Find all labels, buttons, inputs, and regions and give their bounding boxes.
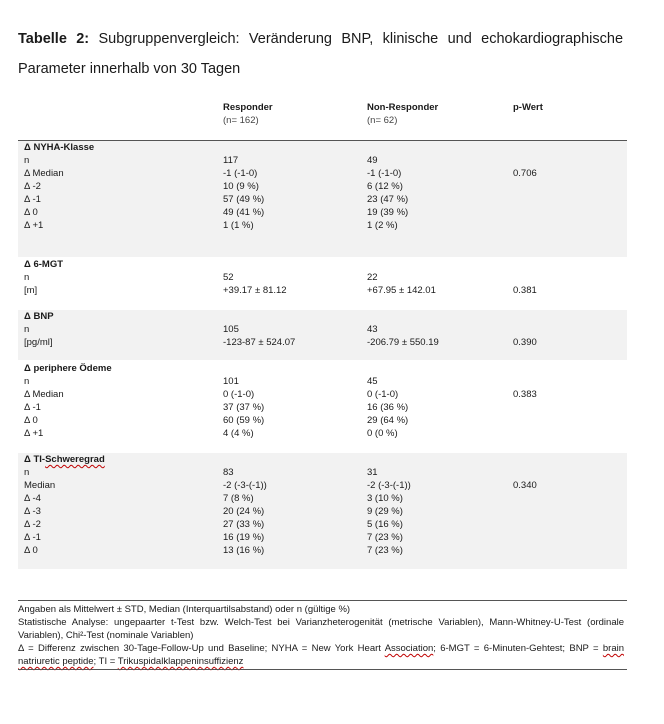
row-label: Δ -2 (24, 181, 41, 192)
row-responder: 0 (-1-0) (223, 389, 255, 400)
row-pvalue: 0.390 (513, 337, 537, 348)
row-responder: 57 (49 %) (223, 194, 265, 205)
footnote-abbrev-part: ; TI = (93, 656, 118, 667)
row-label: n (24, 272, 30, 283)
row-nonresponder: 1 (2 %) (367, 220, 398, 231)
row-label: Δ 0 (24, 207, 38, 218)
row-pvalue: 0.383 (513, 389, 537, 400)
footnote-abbrev-part: Δ = Differenz zwischen 30-Tage-Follow-Up und Baseline; NYHA = New York Heart (18, 643, 385, 654)
footnote-statistics: Statistische Analyse: ungepaarter t-Test bzw. Welch-Test bei Varianzheterogenität (metrische Variablen), Mann-Whitney-U-Test (ordinale Variablen), Chi²-Test (nominale Variablen) (18, 617, 624, 641)
row-nonresponder: +67.95 ± 142.01 (367, 285, 436, 296)
row-nonresponder: 23 (47 %) (367, 194, 409, 205)
footnotes (18, 603, 624, 668)
row-nonresponder: 7 (23 %) (367, 532, 403, 543)
header-pvalue-label: p-Wert (513, 102, 543, 113)
row-label: Δ -1 (24, 402, 41, 413)
row-label: [pg/ml] (24, 337, 53, 348)
row-responder: 27 (33 %) (223, 519, 265, 530)
row-label: Δ -3 (24, 506, 41, 517)
row-responder: 105 (223, 324, 239, 335)
footnote-abbrev-part: Association (384, 643, 434, 654)
header-nonresponder (367, 101, 438, 127)
row-responder: 83 (223, 467, 234, 478)
group-title-prefix: Δ TI- (24, 454, 46, 465)
row-label: Δ -4 (24, 493, 41, 504)
row-pvalue: 0.381 (513, 285, 537, 296)
row-nonresponder: 7 (23 %) (367, 545, 403, 556)
row-nonresponder: 31 (367, 467, 378, 478)
caption-text: Subgruppenvergleich: Veränderung BNP, klinische und echokardiographische Parameter innerhalb von 30 Tagen (18, 31, 624, 77)
row-responder: 60 (59 %) (223, 415, 265, 426)
row-responder: 7 (8 %) (223, 493, 254, 504)
row-responder: 20 (24 %) (223, 506, 265, 517)
row-nonresponder: 45 (367, 376, 378, 387)
row-nonresponder: -2 (-3-(-1)) (367, 480, 411, 491)
footnote-abbrev-part: ; 6-MGT = 6-Minuten-Gehtest; BNP = (433, 643, 603, 654)
row-responder: 13 (16 %) (223, 545, 265, 556)
caption-prefix: Tabelle 2: (18, 31, 90, 47)
row-label: Median (24, 480, 56, 491)
row-label: Δ +1 (24, 220, 44, 231)
row-nonresponder: 0 (-1-0) (367, 389, 399, 400)
row-responder: 49 (41 %) (223, 207, 265, 218)
row-nonresponder: 29 (64 %) (367, 415, 409, 426)
row-responder: 1 (1 %) (223, 220, 254, 231)
band-ti (18, 453, 627, 569)
row-label: [m] (24, 285, 38, 296)
row-pvalue: 0.340 (513, 480, 537, 491)
row-label: Δ Median (24, 168, 64, 179)
row-nonresponder: 16 (36 %) (367, 402, 409, 413)
row-label: Δ Median (24, 389, 64, 400)
row-pvalue: 0.706 (513, 168, 537, 179)
row-nonresponder: -206.79 ± 550.19 (367, 337, 439, 348)
header-responder-n: (n= 162) (223, 115, 259, 126)
footnote-rule-bottom (18, 669, 627, 670)
row-nonresponder: 19 (39 %) (367, 207, 409, 218)
row-nonresponder: 3 (10 %) (367, 493, 403, 504)
row-label: n (24, 155, 30, 166)
band-nyha (18, 141, 627, 257)
table-caption (18, 24, 623, 84)
band-bnp (18, 310, 627, 360)
row-label: Δ 0 (24, 545, 38, 556)
header-responder (223, 101, 273, 127)
row-label: Δ 0 (24, 415, 38, 426)
header-pvalue (513, 101, 543, 114)
row-nonresponder: 49 (367, 155, 378, 166)
header-responder-label: Responder (223, 102, 273, 113)
row-nonresponder: -1 (-1-0) (367, 168, 402, 179)
row-responder: +39.17 ± 81.12 (223, 285, 287, 296)
row-nonresponder: 6 (12 %) (367, 181, 403, 192)
group-title: Δ periphere Ödeme (24, 363, 112, 374)
footnote-abbrev-part: brain natriuretic peptide (18, 643, 624, 667)
group-title (24, 453, 105, 466)
row-label: n (24, 376, 30, 387)
group-title-rest: Schweregrad (45, 454, 105, 465)
row-responder: 101 (223, 376, 239, 387)
row-responder: 4 (4 %) (223, 428, 254, 439)
row-nonresponder: 5 (16 %) (367, 519, 403, 530)
header-nonresponder-label: Non-Responder (367, 102, 439, 113)
footnote-abbreviations (18, 642, 624, 668)
row-label: Δ +1 (24, 428, 44, 439)
footnote-abbrev-part: Trikuspidalklappeninsuffizienz (117, 656, 244, 667)
group-title: Δ NYHA-Klasse (24, 142, 95, 153)
footnote-values: Angaben als Mittelwert ± STD, Median (Interquartilsabstand) oder n (gültige %) (18, 604, 351, 615)
header-nonresponder-n: (n= 62) (367, 115, 398, 126)
row-label: n (24, 467, 30, 478)
row-nonresponder: 9 (29 %) (367, 506, 403, 517)
row-responder: -123-87 ± 524.07 (223, 337, 296, 348)
group-title: Δ BNP (24, 311, 54, 322)
row-responder: 10 (9 %) (223, 181, 259, 192)
row-responder: 16 (19 %) (223, 532, 265, 543)
row-label: Δ -1 (24, 194, 41, 205)
row-responder: -1 (-1-0) (223, 168, 258, 179)
row-label: n (24, 324, 30, 335)
row-responder: -2 (-3-(-1)) (223, 480, 267, 491)
group-title: Δ 6-MGT (24, 259, 64, 270)
row-responder: 52 (223, 272, 234, 283)
row-nonresponder: 0 (0 %) (367, 428, 398, 439)
row-nonresponder: 22 (367, 272, 378, 283)
footnote-rule-top (18, 600, 627, 601)
row-responder: 117 (223, 155, 239, 166)
row-label: Δ -1 (24, 532, 41, 543)
row-responder: 37 (37 %) (223, 402, 265, 413)
row-label: Δ -2 (24, 519, 41, 530)
row-nonresponder: 43 (367, 324, 378, 335)
